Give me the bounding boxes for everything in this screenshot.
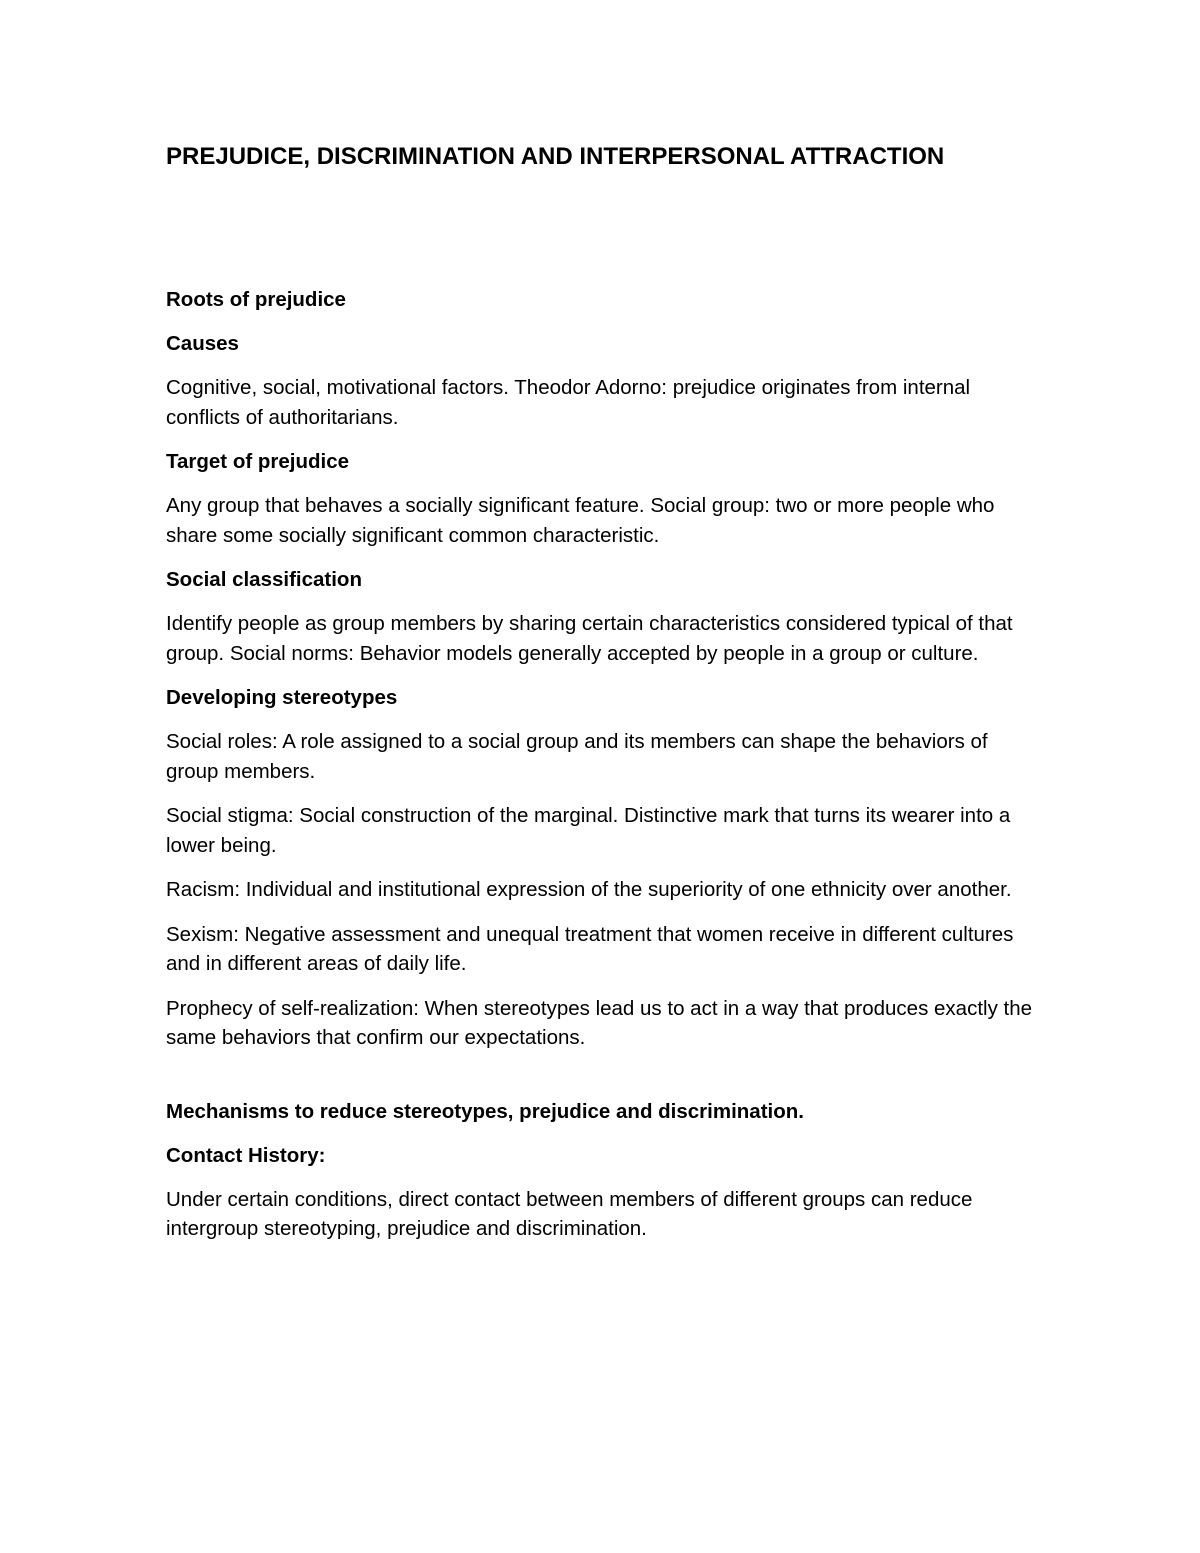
target-text: Any group that behaves a socially significant feature. Social group: two or more people who share some socially significant common characteristic. <box>166 494 995 547</box>
target-heading: Target of prejudice <box>166 450 350 473</box>
classification-heading: Social classification <box>166 568 362 591</box>
stereotypes-heading: Developing stereotypes <box>166 686 398 709</box>
roots-heading: Roots of prejudice <box>166 288 346 311</box>
stereotype-paragraph-prophecy: Prophecy of self-realization: When stereotypes lead us to act in a way that produces exactly the same behaviors that confirm our expectations. <box>166 996 1033 1049</box>
contact-text: Under certain conditions, direct contact between members of different groups can reduce intergroup stereotyping, prejudice and discrimination. <box>166 1187 973 1240</box>
mechanisms-heading: Mechanisms to reduce stereotypes, prejudice and discrimination. <box>166 1099 804 1123</box>
stereotype-paragraph-social-stigma: Social stigma: Social construction of the marginal. Distinctive mark that turns its wearer into a lower being. <box>166 804 1011 857</box>
mechanisms-section <box>166 1097 1036 1244</box>
contact-heading: Contact History: <box>166 1143 326 1167</box>
stereotype-paragraph-social-roles: Social roles: A role assigned to a social group and its members can shape the behaviors of group members. <box>166 730 988 783</box>
causes-text: Cognitive, social, motivational factors. Theodor Adorno: prejudice originates from internal conflicts of authoritarians. <box>166 376 971 429</box>
stereotype-paragraph-sexism: Sexism: Negative assessment and unequal treatment that women receive in different cultures and in different areas of daily life. <box>166 922 1014 975</box>
document-content <box>166 140 1036 1259</box>
roots-section <box>166 285 1036 1053</box>
classification-text: Identify people as group members by sharing certain characteristics considered typical of that group. Social norms: Behavior models generally accepted by people in a group or culture. <box>166 612 1013 665</box>
causes-heading: Causes <box>166 332 239 355</box>
stereotype-paragraph-racism: Racism: Individual and institutional expression of the superiority of one ethnicity over another. <box>166 878 1012 901</box>
document-title: PREJUDICE, DISCRIMINATION AND INTERPERSONAL ATTRACTION <box>166 143 945 170</box>
